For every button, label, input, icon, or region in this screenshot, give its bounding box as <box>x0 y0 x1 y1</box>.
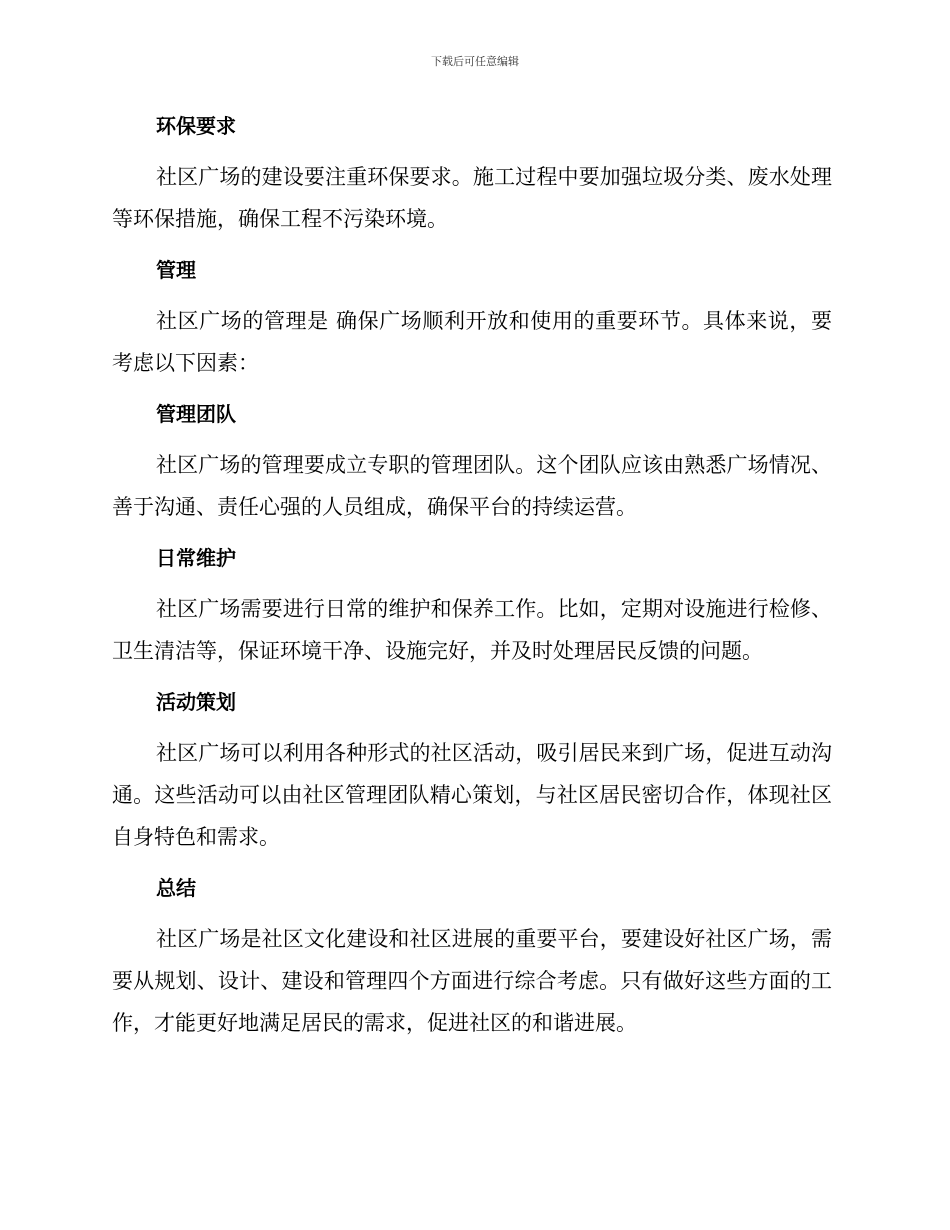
section-paragraph-team: 社区广场的管理要成立专职的管理团队。这个团队应该由熟悉广场情况、善于沟通、责任心强的人员组成，确保平台的持续运营。 <box>112 453 832 519</box>
section-heading-summary: 总结 <box>156 876 196 900</box>
section-paragraph-management: 社区广场的管理是 确保广场顺利开放和使用的重要环节。具体来说，要考虑以下因素： <box>112 309 832 375</box>
section-paragraph-environment: 社区广场的建设要注重环保要求。施工过程中要加强垃圾分类、废水处理等环保措施，确保工程不污染环境。 <box>112 165 832 231</box>
section-heading-environment: 环保要求 <box>156 114 236 138</box>
section-paragraph-maintenance: 社区广场需要进行日常的维护和保养工作。比如，定期对设施进行检修、卫生清洁等，保证环境干净、设施完好，并及时处理居民反馈的问题。 <box>112 597 832 663</box>
section-heading-maintenance: 日常维护 <box>156 546 236 570</box>
section-paragraph-summary: 社区广场是社区文化建设和社区进展的重要平台，要建设好社区广场，需要从规划、设计、建设和管理四个方面进行综合考虑。只有做好这些方面的工作，才能更好地满足居民的需求，促进社区的和谐进展。 <box>112 927 832 1035</box>
section-paragraph-activities: 社区广场可以利用各种形式的社区活动，吸引居民来到广场，促进互动沟通。这些活动可以由社区管理团队精心策划，与社区居民密切合作，体现社区自身特色和需求。 <box>112 741 832 849</box>
section-heading-team: 管理团队 <box>156 402 236 426</box>
page-header-note: 下载后可任意编辑 <box>431 55 519 68</box>
document-body <box>112 110 832 1044</box>
section-heading-management: 管理 <box>156 258 196 282</box>
section-heading-activities: 活动策划 <box>156 690 236 714</box>
